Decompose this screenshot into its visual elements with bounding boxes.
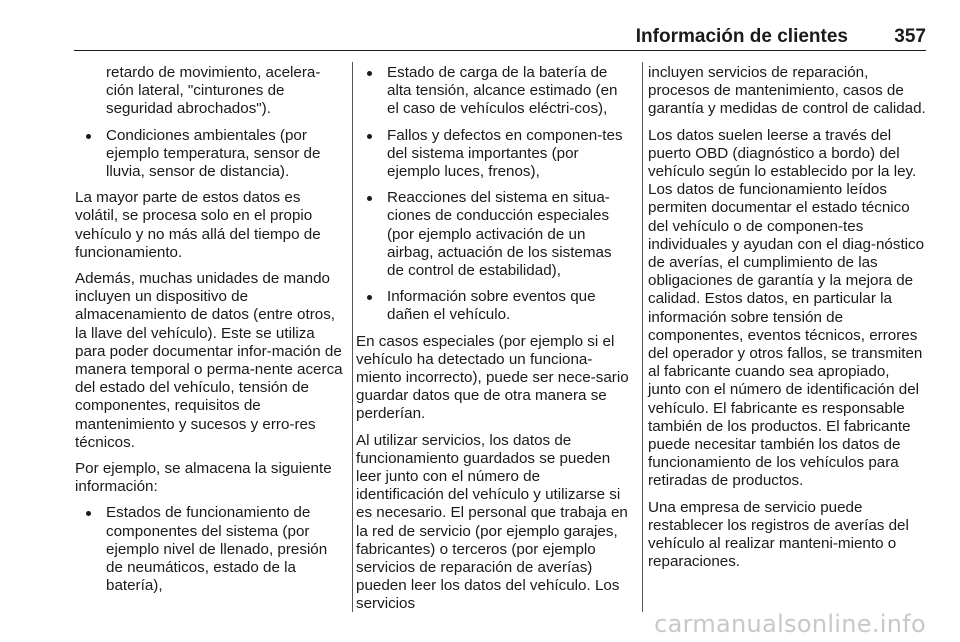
column-3 (648, 64, 926, 579)
page-title: Información de clientes (635, 26, 848, 47)
list-item: Estados de funcionamiento de componentes del sistema (por ejemplo nivel de llenado, presión de neumáticos, estado de la batería), (75, 504, 347, 595)
paragraph: Además, muchas unidades de mando incluyen un dispositivo de almacenamiento de datos (entre otros, la llave del vehículo). Este se utiliza para poder documentar infor-mación de manera temporal o perma-nente acerca del estado del vehículo, tensión de componentes, requisitos de mantenimiento y sucesos y erro-res técnicos. (75, 270, 343, 451)
paragraph: En casos especiales (por ejemplo si el vehículo ha detectado un funciona-miento incorrecto), puede ser nece-sario guardar datos que de otra manera se perderían. (356, 332, 629, 423)
list-item: Condiciones ambientales (por ejemplo temperatura, sensor de lluvia, sensor de distancia). (75, 127, 347, 182)
list-item: Fallos y defectos en componen-tes del sistema importantes (por ejemplo luces, frenos), (356, 127, 632, 182)
paragraph: incluyen servicios de reparación, procesos de mantenimiento, casos de garantía y medidas de control de calidad. (648, 64, 926, 118)
paragraph: Los datos suelen leerse a través del puerto OBD (diagnóstico a bordo) del vehículo según lo establecido por la ley. Los datos de funcionamiento leídos permiten documentar el estado técnico del vehículo o de componen-tes individuales y ayudan con el diag-nóstico de averías, el cumplimiento de las obligaciones de garantía y la mejora de calidad. Estos datos, en particular la información sobre tensión de componentes, eventos técnicos, errores del operador y otros fallos, se transmiten al fabricante cuando sea apropiado, junto con el número de identificación del vehículo. El fabricante es responsable también de los productos. El fabricante puede necesitar también los datos de funcionamiento de los vehículos para retiradas de productos. (648, 126, 925, 490)
paragraph: Por ejemplo, se almacena la siguiente información: (75, 460, 332, 496)
list-item: Estado de carga de la batería de alta tensión, alcance estimado (en el caso de vehículos eléctri-cos), (356, 64, 632, 119)
paragraph: La mayor parte de estos datos es volátil, se procesa solo en el propio vehículo y no más allá del tiempo de funcionamiento. (75, 189, 321, 261)
list-item: Información sobre eventos que dañen el vehículo. (356, 288, 632, 324)
column-divider (642, 62, 643, 612)
list-item-continuation: retardo de movimiento, acelera-ción lateral, "cinturones de seguridad abrochados"). (106, 64, 321, 118)
paragraph: Al utilizar servicios, los datos de funcionamiento guardados se pueden leer junto con el número de identificación del vehículo y utilizarse si es necesario. El personal que trabaja en la red de servicio (por ejemplo garajes, fabricantes) o terceros (por ejemplo servicios de reparación de averías) pueden leer los datos del vehículo. Los servicios (356, 431, 628, 613)
watermark: carmanualsonline.info (654, 610, 926, 638)
page-number: 357 (894, 26, 926, 47)
paragraph: Una empresa de servicio puede restablecer los registros de averías del vehículo al realizar manteni-miento o reparaciones. (648, 498, 909, 571)
column-2 (356, 64, 632, 622)
page-header (74, 24, 926, 50)
column-1 (75, 64, 347, 603)
column-divider (352, 62, 353, 612)
list-item: Reacciones del sistema en situa-ciones de conducción especiales (por ejemplo activación de un airbag, actuación de los sistemas de control de estabilidad), (356, 189, 632, 280)
header-rule (74, 50, 926, 51)
